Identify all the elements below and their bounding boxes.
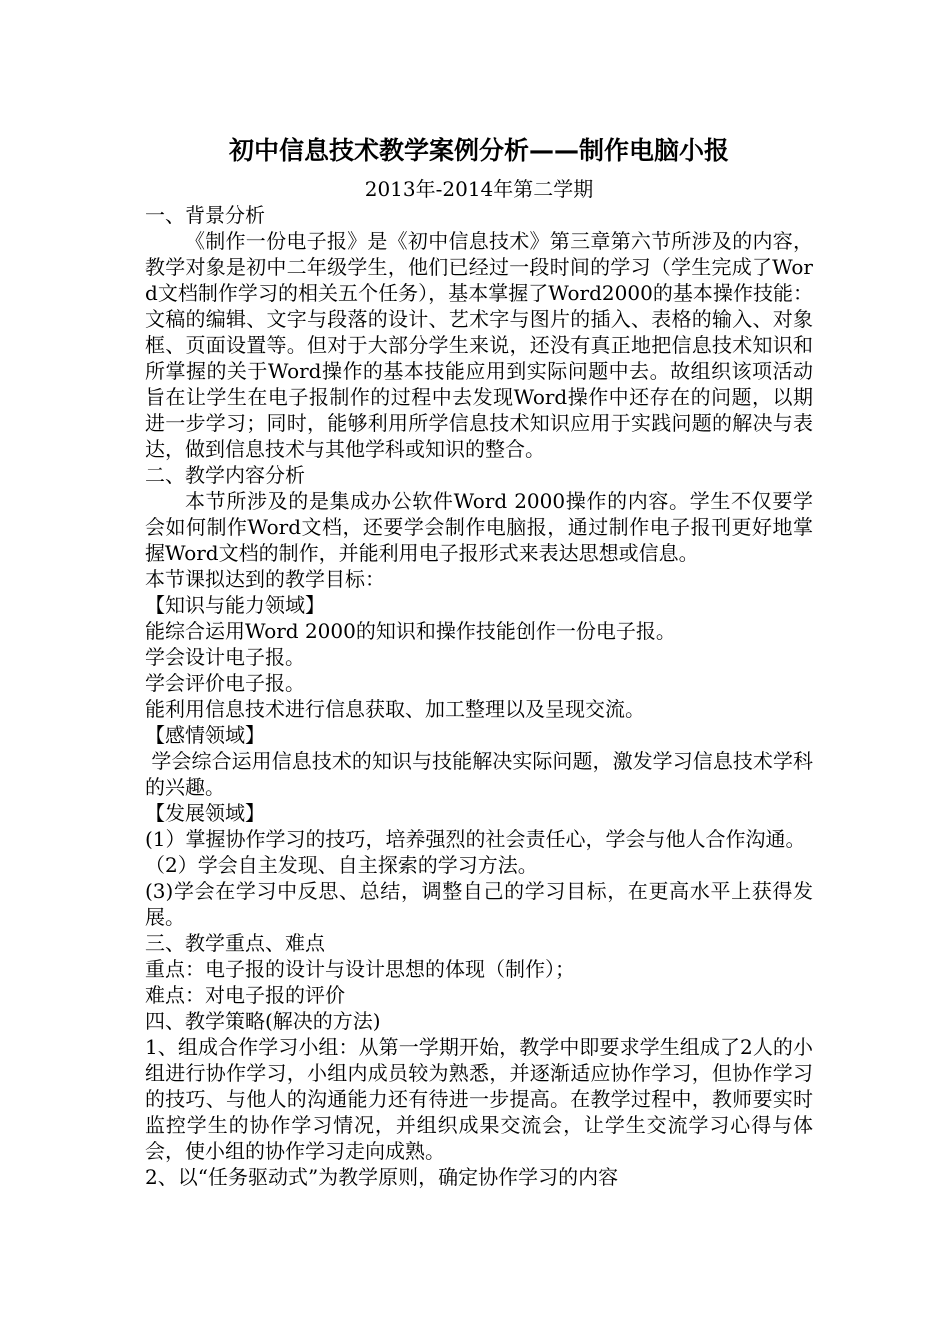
key-point: 重点：电子报的设计与设计思想的体现（制作）； [145,957,575,981]
goal-heading-knowledge: 【知识与能力领域】 [145,593,325,617]
goal-item: 能综合运用Word 2000的知识和操作技能创作一份电子报。 [145,619,676,643]
goal-heading-emotion: 【感情领域】 [145,723,265,747]
section-heading-background: 一、背景分析 [145,203,265,227]
goal-item: 学会设计电子报。 [145,645,305,669]
strategy-item: 1、组成合作学习小组：从第一学期开始，教学中即要求学生组成了2人的小组进行协作学习，小组内成员较为熟悉，并逐渐适应协作学习，但协作学习的技巧、与他人的沟通能力还有待进一步提高。在教学过程中，教师要实时监控学生的协作学习情况，并组织成果交流会，让学生交流学习心得与体会，使小组的协作学习走向成熟。 [145,1035,813,1163]
paragraph-content: 本节所涉及的是集成办公软件Word 2000操作的内容。学生不仅要学会如何制作Word文档，还要学会制作电脑报，通过制作电子报刊更好地掌握Word文档的制作，并能利用电子报形式来表达思想或信息。 [145,489,813,565]
document-page [145,128,813,1190]
goal-item: (3)学会在学习中反思、总结，调整自己的学习目标，在更高水平上获得发展。 [145,879,813,929]
goal-heading-development: 【发展领域】 [145,801,265,825]
document-title: 初中信息技术教学案例分析——制作电脑小报 [228,136,729,165]
section-heading-strategy: 四、教学策略(解决的方法) [145,1009,381,1033]
goal-item: (1）掌握协作学习的技巧，培养强烈的社会责任心，学会与他人合作沟通。 [145,827,806,851]
goal-item: 学会评价电子报。 [145,671,305,695]
goal-item: 能利用信息技术进行信息获取、加工整理以及呈现交流。 [145,697,645,721]
goal-item: 学会综合运用信息技术的知识与技能解决实际问题，激发学习信息技术学科的兴趣。 [145,749,814,799]
goals-intro: 本节课拟达到的教学目标： [145,567,385,591]
difficult-point: 难点：对电子报的评价 [145,983,345,1007]
document-subtitle: 2013年-2014年第二学期 [364,177,594,201]
section-heading-key-points: 三、教学重点、难点 [145,931,325,955]
strategy-item: 2、以“任务驱动式”为教学原则，确定协作学习的内容 [145,1165,619,1189]
paragraph-background: 《制作一份电子报》是《初中信息技术》第三章第六节所涉及的内容，教学对象是初中二年级学生，他们已经过一段时间的学习（学生完成了Word文档制作学习的相关五个任务），基本掌握了Word2000的基本操作技能：文稿的编辑、文字与段落的设计、艺术字与图片的插入、表格的输入、对象框、页面设置等。但对于大部分学生来说，还没有真正地把信息技术知识和所掌握的关于Word操作的基本技能应用到实际问题中去。故组织该项活动旨在让学生在电子报制作的过程中去发现Word操作中还存在的问题，以期进一步学习；同时，能够利用所学信息技术知识应用于实践问题的解决与表达，做到信息技术与其他学科或知识的整合。 [145,229,813,461]
section-heading-content: 二、教学内容分析 [145,463,305,487]
goal-item: （2）学会自主发现、自主探索的学习方法。 [145,853,538,877]
